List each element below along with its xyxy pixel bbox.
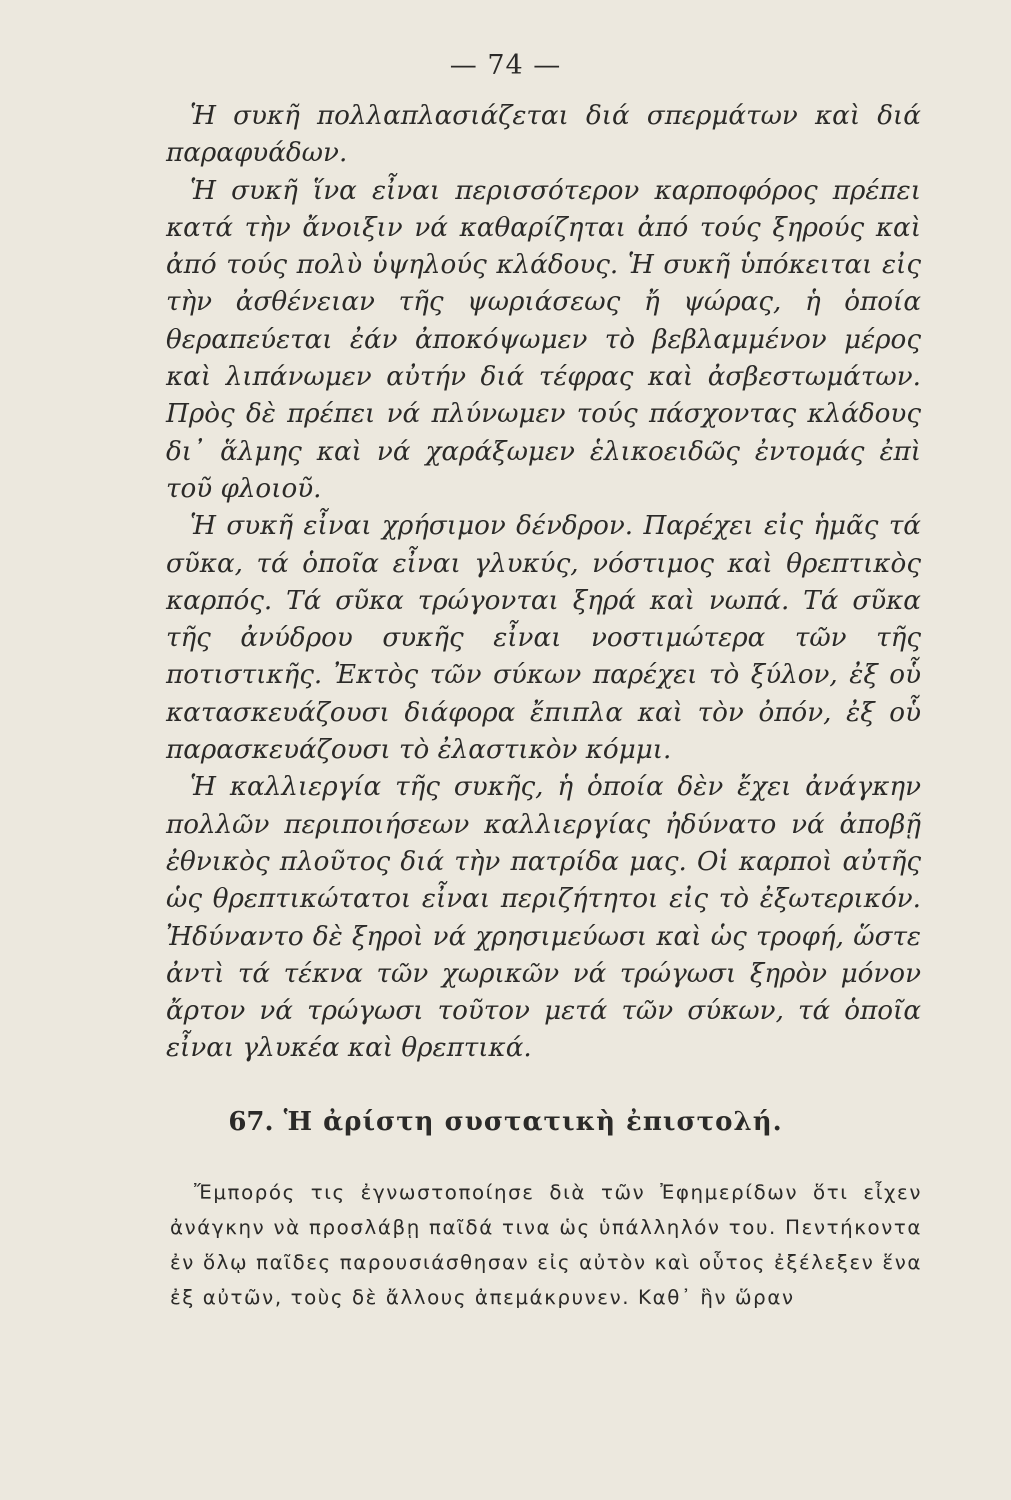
section-title: Ἡ ἀρίστη συστατικὴ ἐπιστολή. [283, 1107, 783, 1137]
paragraph-cultivation: Ἡ καλλιεργία τῆς συκῆς, ἡ ὁποία δὲν ἔχει ἀνάγκην πολλῶν περιποιήσεων καλλιεργίας ἠδύνατο νά ἀποβῇ ἐθνικὸς πλοῦτος διά τὴν πατρίδα μας. Οἱ καρποὶ αὐτῆς ὡς θρεπτικώτατοι εἶναι περιζήτητοι εἰς τὸ ἐξωτερικόν. Ἠδύναντο δὲ ξηροὶ νά χρησιμεύωσι καὶ ὡς τροφή, ὥστε ἀντὶ τά τέκνα τῶν χωρικῶν νά τρώγωσι ξηρὸν μόνον ἄρτον νά τρώγωσι τοῦτον μετά τῶν σύκων, τά ὁποῖα εἶναι γλυκέα καὶ θρεπτικά. [166, 772, 921, 1064]
section-number: 67. [228, 1107, 274, 1137]
paragraph-letter: Ἔμπορός τις ἐγνωστοποίησε διὰ τῶν Ἐφημερίδων ὅτι εἶχεν ἀνάγκην νὰ προσλάβῃ παῖδά τινα ὡς ὑπάλληλόν του. Πεντήκοντα ἐν ὅλῳ παῖδες παρουσιάσθησαν εἰς αὐτὸν καὶ οὗτος ἐξέλεξεν ἕνα ἐξ αὐτῶν, τοὺς δὲ ἄλλους ἀπεμάκρυνεν. Καθ᾽ ἣν ὥραν [170, 1181, 922, 1309]
paragraph-propagation: Ἡ συκῆ πολλαπλασιάζεται διά σπερμάτων καὶ διά παραφυάδων. [166, 101, 921, 169]
paragraph-pruning: Ἡ συκῆ ἵνα εἶναι περισσότερον καρποφόρος πρέπει κατά τὴν ἄνοιξιν νά καθαρίζηται ἀπό τούς ξηρούς καὶ ἀπό τούς πολὺ ὑψηλούς κλάδους. Ἡ συκῆ ὑπόκειται εἰς τὴν ἀσθένειαν τῆς ψωριάσεως ἤ ψώρας, ἡ ὁποία θεραπεύεται ἐάν ἀποκόψωμεν τὸ βεβλαμμένον μέρος καὶ λιπάνωμεν αὐτήν διά τέφρας καὶ ἀσβεστωμάτων. Πρὸς δὲ πρέπει νά πλύνωμεν τούς πάσχοντας κλάδους δι᾽ ἅλμης καὶ νά χαράξωμεν ἑλικοειδῶς ἐντομάς ἐπὶ τοῦ φλοιοῦ. [166, 175, 921, 504]
section-heading [0, 1107, 1011, 1137]
paragraph-usefulness: Ἡ συκῆ εἶναι χρήσιμον δένδρον. Παρέχει εἰς ἡμᾶς τά σῦκα, τά ὁποῖα εἶναι γλυκύς, νόστιμος καὶ θρεπτικὸς καρπός. Τά σῦκα τρώγονται ξηρά καὶ νωπά. Τά σῦκα τῆς ἀνύδρου συκῆς εἶναι νοστιμώτερα τῶν τῆς ποτιστικῆς. Ἐκτὸς τῶν σύκων παρέχει τὸ ξύλον, ἐξ οὗ κατασκευάζουσι διάφορα ἔπιπλα καὶ τὸν ὀπόν, ἐξ οὗ παρασκευάζουσι τὸ ἐλαστικὸν κόμμι. [166, 511, 921, 766]
page-number: — 74 — [449, 50, 562, 81]
italic-text-section [166, 98, 921, 1068]
letter-text-section [170, 1175, 922, 1315]
